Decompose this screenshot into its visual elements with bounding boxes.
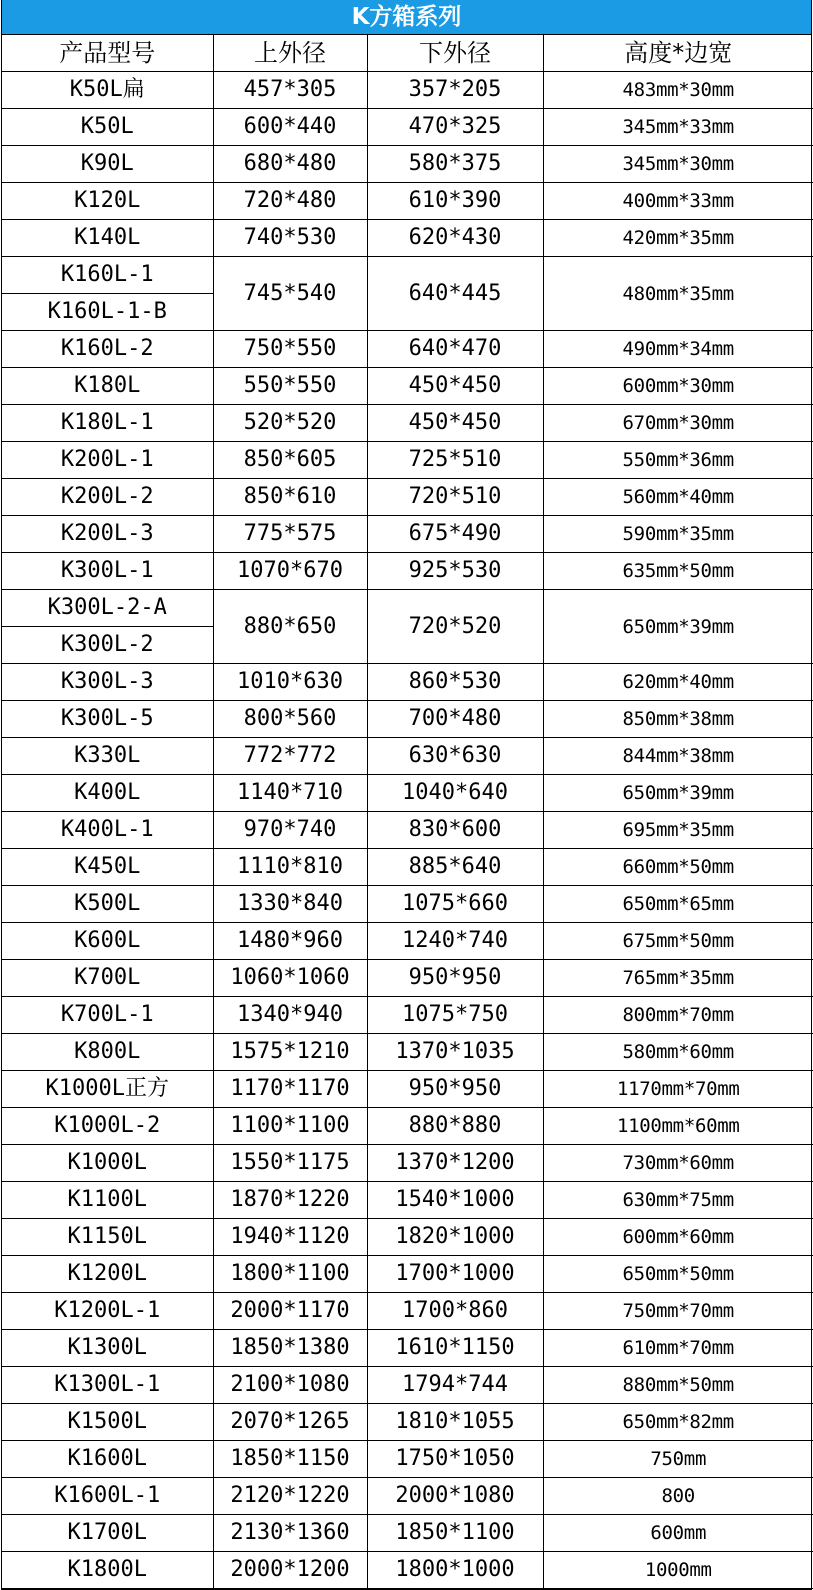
bottom-diameter-cell: 720*520 [367,590,543,664]
height-width-cell: 345mm*33mm [543,109,813,146]
model-cell: K1000L-2 [2,1108,213,1145]
table-row [2,1552,813,1589]
table-row [2,701,813,738]
top-diameter-cell: 520*520 [213,405,367,442]
bottom-diameter-cell: 725*510 [367,442,543,479]
height-width-cell: 560mm*40mm [543,479,813,516]
header-top-diameter: 上外径 [213,35,367,72]
height-width-cell: 1170mm*70mm [543,1071,813,1108]
model-cell: K700L-1 [2,997,213,1034]
table-row [2,1219,813,1256]
top-diameter-cell: 970*740 [213,812,367,849]
height-width-cell: 400mm*33mm [543,183,813,220]
top-diameter-cell: 1940*1120 [213,1219,367,1256]
top-diameter-cell: 1110*810 [213,849,367,886]
model-cell: K1200L [2,1256,213,1293]
height-width-cell: 800mm*70mm [543,997,813,1034]
top-diameter-cell: 1800*1100 [213,1256,367,1293]
table-row [2,960,813,997]
table-row [2,1145,813,1182]
model-cell: K400L [2,775,213,812]
model-cell: K1100L [2,1182,213,1219]
table-row [2,812,813,849]
spec-sheet [1,0,812,1590]
height-width-cell: 650mm*50mm [543,1256,813,1293]
table-row [2,1441,813,1478]
height-width-cell: 844mm*38mm [543,738,813,775]
top-diameter-cell: 1060*1060 [213,960,367,997]
bottom-diameter-cell: 1240*740 [367,923,543,960]
height-width-cell: 345mm*30mm [543,146,813,183]
bottom-diameter-cell: 885*640 [367,849,543,886]
height-width-cell: 580mm*60mm [543,1034,813,1071]
table-row [2,1404,813,1441]
header-model: 产品型号 [2,35,213,72]
top-diameter-cell: 850*605 [213,442,367,479]
table-row [2,997,813,1034]
top-diameter-cell: 745*540 [213,257,367,331]
table-row [2,664,813,701]
top-diameter-cell: 1575*1210 [213,1034,367,1071]
top-diameter-cell: 1850*1380 [213,1330,367,1367]
bottom-diameter-cell: 470*325 [367,109,543,146]
header-row [2,35,813,72]
bottom-diameter-cell: 1750*1050 [367,1441,543,1478]
model-cell: K300L-1 [2,553,213,590]
top-diameter-cell: 457*305 [213,72,367,109]
bottom-diameter-cell: 1370*1200 [367,1145,543,1182]
top-diameter-cell: 2000*1200 [213,1552,367,1589]
top-diameter-cell: 550*550 [213,368,367,405]
bottom-diameter-cell: 700*480 [367,701,543,738]
height-width-cell: 600mm*60mm [543,1219,813,1256]
height-width-cell: 635mm*50mm [543,553,813,590]
top-diameter-cell: 1870*1220 [213,1182,367,1219]
bottom-diameter-cell: 1810*1055 [367,1404,543,1441]
table-row [2,1367,813,1404]
bottom-diameter-cell: 1820*1000 [367,1219,543,1256]
table-row [2,590,813,627]
bottom-diameter-cell: 640*445 [367,257,543,331]
header-bottom-diameter: 下外径 [367,35,543,72]
table-row [2,1256,813,1293]
bottom-diameter-cell: 1850*1100 [367,1515,543,1552]
height-width-cell: 800 [543,1478,813,1515]
table-row [2,109,813,146]
bottom-diameter-cell: 2000*1080 [367,1478,543,1515]
table-row [2,257,813,294]
model-cell: K1300L [2,1330,213,1367]
model-cell: K700L [2,960,213,997]
bottom-diameter-cell: 610*390 [367,183,543,220]
top-diameter-cell: 1100*1100 [213,1108,367,1145]
bottom-diameter-cell: 925*530 [367,553,543,590]
table-row [2,516,813,553]
model-cell: K180L [2,368,213,405]
top-diameter-cell: 600*440 [213,109,367,146]
model-cell: K1500L [2,1404,213,1441]
model-cell: K50L扁 [2,72,213,109]
bottom-diameter-cell: 630*630 [367,738,543,775]
top-diameter-cell: 720*480 [213,183,367,220]
height-width-cell: 650mm*82mm [543,1404,813,1441]
spec-table [2,35,813,1589]
bottom-diameter-cell: 1700*1000 [367,1256,543,1293]
model-cell: K180L-1 [2,405,213,442]
height-width-cell: 600mm [543,1515,813,1552]
height-width-cell: 670mm*30mm [543,405,813,442]
model-cell: K800L [2,1034,213,1071]
top-diameter-cell: 2070*1265 [213,1404,367,1441]
top-diameter-cell: 772*772 [213,738,367,775]
bottom-diameter-cell: 1540*1000 [367,1182,543,1219]
height-width-cell: 695mm*35mm [543,812,813,849]
height-width-cell: 480mm*35mm [543,257,813,331]
height-width-cell: 650mm*65mm [543,886,813,923]
model-cell: K450L [2,849,213,886]
table-row [2,1330,813,1367]
table-row [2,368,813,405]
bottom-diameter-cell: 620*430 [367,220,543,257]
table-row [2,405,813,442]
model-cell: K300L-5 [2,701,213,738]
top-diameter-cell: 2100*1080 [213,1367,367,1404]
top-diameter-cell: 850*610 [213,479,367,516]
model-cell: K300L-3 [2,664,213,701]
bottom-diameter-cell: 1075*750 [367,997,543,1034]
top-diameter-cell: 1140*710 [213,775,367,812]
table-row [2,1034,813,1071]
bottom-diameter-cell: 357*205 [367,72,543,109]
top-diameter-cell: 800*560 [213,701,367,738]
model-cell: K1800L [2,1552,213,1589]
table-row [2,738,813,775]
model-cell: K1200L-1 [2,1293,213,1330]
model-cell: K600L [2,923,213,960]
table-row [2,72,813,109]
table-row [2,331,813,368]
bottom-diameter-cell: 720*510 [367,479,543,516]
model-cell: K90L [2,146,213,183]
model-cell: K300L-2-A [2,590,213,627]
height-width-cell: 610mm*70mm [543,1330,813,1367]
model-cell: K50L [2,109,213,146]
bottom-diameter-cell: 1700*860 [367,1293,543,1330]
height-width-cell: 750mm [543,1441,813,1478]
bottom-diameter-cell: 450*450 [367,405,543,442]
bottom-diameter-cell: 1370*1035 [367,1034,543,1071]
table-row [2,479,813,516]
table-row [2,923,813,960]
bottom-diameter-cell: 830*600 [367,812,543,849]
model-cell: K330L [2,738,213,775]
model-cell: K160L-1 [2,257,213,294]
bottom-diameter-cell: 1800*1000 [367,1552,543,1589]
table-row [2,220,813,257]
height-width-cell: 650mm*39mm [543,775,813,812]
table-row [2,849,813,886]
table-row [2,1108,813,1145]
model-cell: K1000L正方 [2,1071,213,1108]
top-diameter-cell: 1480*960 [213,923,367,960]
bottom-diameter-cell: 860*530 [367,664,543,701]
top-diameter-cell: 2130*1360 [213,1515,367,1552]
model-cell: K400L-1 [2,812,213,849]
bottom-diameter-cell: 450*450 [367,368,543,405]
bottom-diameter-cell: 580*375 [367,146,543,183]
model-cell: K1300L-1 [2,1367,213,1404]
top-diameter-cell: 775*575 [213,516,367,553]
model-cell: K300L-2 [2,627,213,664]
height-width-cell: 880mm*50mm [543,1367,813,1404]
bottom-diameter-cell: 640*470 [367,331,543,368]
model-cell: K160L-2 [2,331,213,368]
top-diameter-cell: 880*650 [213,590,367,664]
table-row [2,1071,813,1108]
model-cell: K200L-3 [2,516,213,553]
height-width-cell: 483mm*30mm [543,72,813,109]
height-width-cell: 590mm*35mm [543,516,813,553]
table-body [2,72,813,1589]
model-cell: K1600L [2,1441,213,1478]
model-cell: K160L-1-B [2,294,213,331]
model-cell: K1000L [2,1145,213,1182]
top-diameter-cell: 1010*630 [213,664,367,701]
table-row [2,1515,813,1552]
bottom-diameter-cell: 1075*660 [367,886,543,923]
model-cell: K1700L [2,1515,213,1552]
table-row [2,886,813,923]
height-width-cell: 730mm*60mm [543,1145,813,1182]
table-row [2,183,813,220]
table-row [2,442,813,479]
top-diameter-cell: 1550*1175 [213,1145,367,1182]
model-cell: K1150L [2,1219,213,1256]
height-width-cell: 620mm*40mm [543,664,813,701]
model-cell: K1600L-1 [2,1478,213,1515]
height-width-cell: 765mm*35mm [543,960,813,997]
bottom-diameter-cell: 1610*1150 [367,1330,543,1367]
bottom-diameter-cell: 1040*640 [367,775,543,812]
top-diameter-cell: 1330*840 [213,886,367,923]
table-row [2,775,813,812]
top-diameter-cell: 2000*1170 [213,1293,367,1330]
model-cell: K120L [2,183,213,220]
model-cell: K140L [2,220,213,257]
height-width-cell: 1100mm*60mm [543,1108,813,1145]
bottom-diameter-cell: 675*490 [367,516,543,553]
top-diameter-cell: 750*550 [213,331,367,368]
height-width-cell: 750mm*70mm [543,1293,813,1330]
top-diameter-cell: 680*480 [213,146,367,183]
height-width-cell: 630mm*75mm [543,1182,813,1219]
top-diameter-cell: 1170*1170 [213,1071,367,1108]
top-diameter-cell: 1850*1150 [213,1441,367,1478]
height-width-cell: 675mm*50mm [543,923,813,960]
table-row [2,553,813,590]
table-row [2,1293,813,1330]
top-diameter-cell: 2120*1220 [213,1478,367,1515]
bottom-diameter-cell: 950*950 [367,1071,543,1108]
height-width-cell: 1000mm [543,1552,813,1589]
height-width-cell: 420mm*35mm [543,220,813,257]
model-cell: K200L-1 [2,442,213,479]
table-row [2,1182,813,1219]
height-width-cell: 490mm*34mm [543,331,813,368]
table-row [2,1478,813,1515]
bottom-diameter-cell: 880*880 [367,1108,543,1145]
bottom-diameter-cell: 950*950 [367,960,543,997]
height-width-cell: 600mm*30mm [543,368,813,405]
top-diameter-cell: 740*530 [213,220,367,257]
top-diameter-cell: 1340*940 [213,997,367,1034]
table-title: K方箱系列 [2,0,811,35]
height-width-cell: 660mm*50mm [543,849,813,886]
height-width-cell: 550mm*36mm [543,442,813,479]
table-row [2,146,813,183]
bottom-diameter-cell: 1794*744 [367,1367,543,1404]
height-width-cell: 850mm*38mm [543,701,813,738]
model-cell: K500L [2,886,213,923]
top-diameter-cell: 1070*670 [213,553,367,590]
model-cell: K200L-2 [2,479,213,516]
header-height-width: 高度*边宽 [543,35,813,72]
height-width-cell: 650mm*39mm [543,590,813,664]
